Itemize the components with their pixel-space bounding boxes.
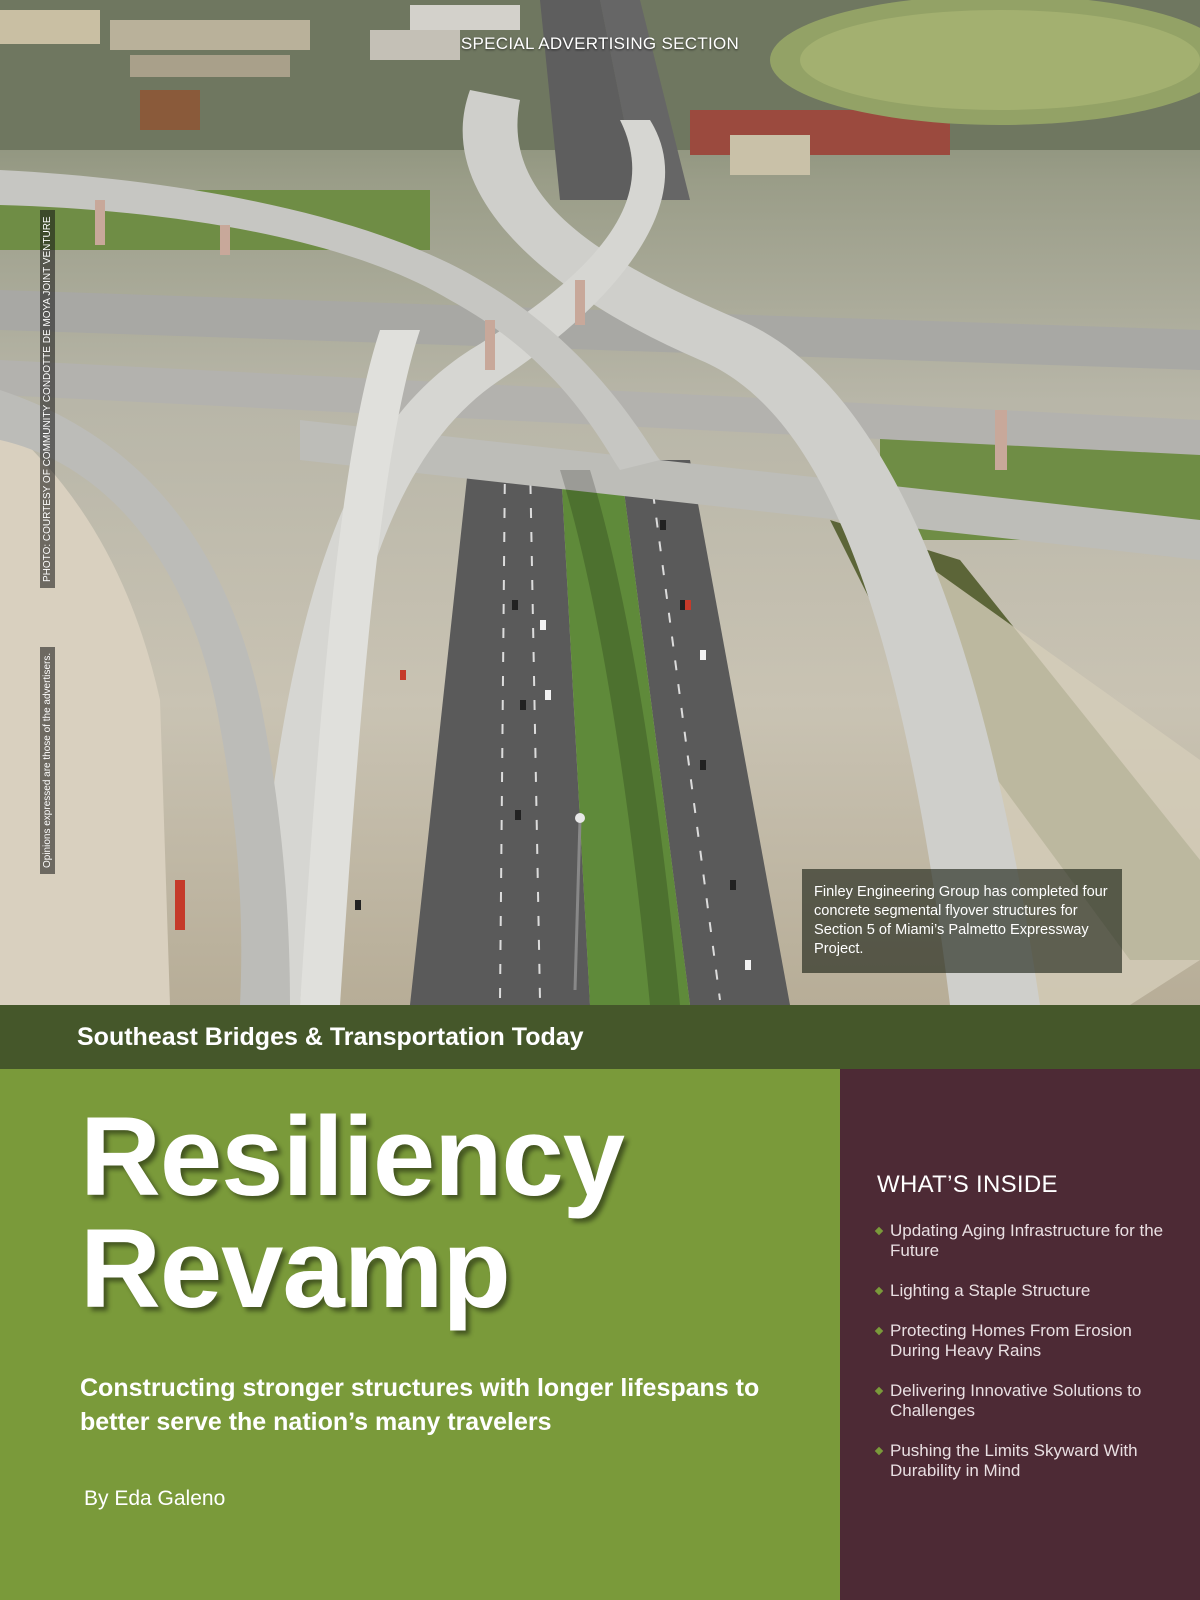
bullet-diamond-icon [875, 1447, 883, 1455]
whats-inside-item-label: Pushing the Limits Skyward With Durability in Mind [890, 1441, 1138, 1480]
publication-strip [0, 1005, 1200, 1069]
whats-inside-title: WHAT’S INSIDE [877, 1171, 1058, 1198]
headline-line-1: Resiliency [80, 1094, 625, 1219]
special-advertising-label: SPECIAL ADVERTISING SECTION [460, 34, 740, 53]
whats-inside-item-label: Protecting Homes From Erosion During Heavy Rains [890, 1321, 1132, 1360]
bullet-diamond-icon [875, 1387, 883, 1395]
photo-credit: PHOTO: COURTESY OF COMMUNITY CONDOTTE DE MOYA JOINT VENTURE [40, 210, 55, 588]
headline [80, 1094, 625, 1331]
whats-inside-item-label: Delivering Innovative Solutions to Challenges [890, 1381, 1142, 1420]
bullet-diamond-icon [875, 1327, 883, 1335]
bullet-diamond-icon [875, 1227, 883, 1235]
subheadline: Constructing stronger structures with longer lifespans to better serve the nation’s many travelers [80, 1374, 760, 1436]
headline-line-2: Revamp [80, 1206, 510, 1331]
whats-inside-item[interactable] [876, 1381, 1176, 1421]
whats-inside-item[interactable] [876, 1281, 1176, 1301]
whats-inside-item[interactable] [876, 1441, 1176, 1481]
whats-inside-item-label: Lighting a Staple Structure [890, 1281, 1091, 1300]
whats-inside-panel [840, 1069, 1200, 1600]
publication-title: Southeast Bridges & Transportation Today [77, 1023, 584, 1051]
whats-inside-item[interactable] [876, 1221, 1176, 1261]
article-intro [0, 1069, 840, 1600]
opinions-disclaimer: Opinions expressed are those of the advertisers. [40, 647, 55, 874]
byline: By Eda Galeno [84, 1487, 226, 1510]
bullet-diamond-icon [875, 1287, 883, 1295]
whats-inside-item[interactable] [876, 1321, 1176, 1361]
whats-inside-item-label: Updating Aging Infrastructure for the Future [890, 1221, 1164, 1260]
whats-inside-list [876, 1221, 1176, 1501]
photo-caption: Finley Engineering Group has completed four concrete segmental flyover structures for Section 5 of Miami’s Palmetto Expressway Project. [802, 869, 1122, 973]
